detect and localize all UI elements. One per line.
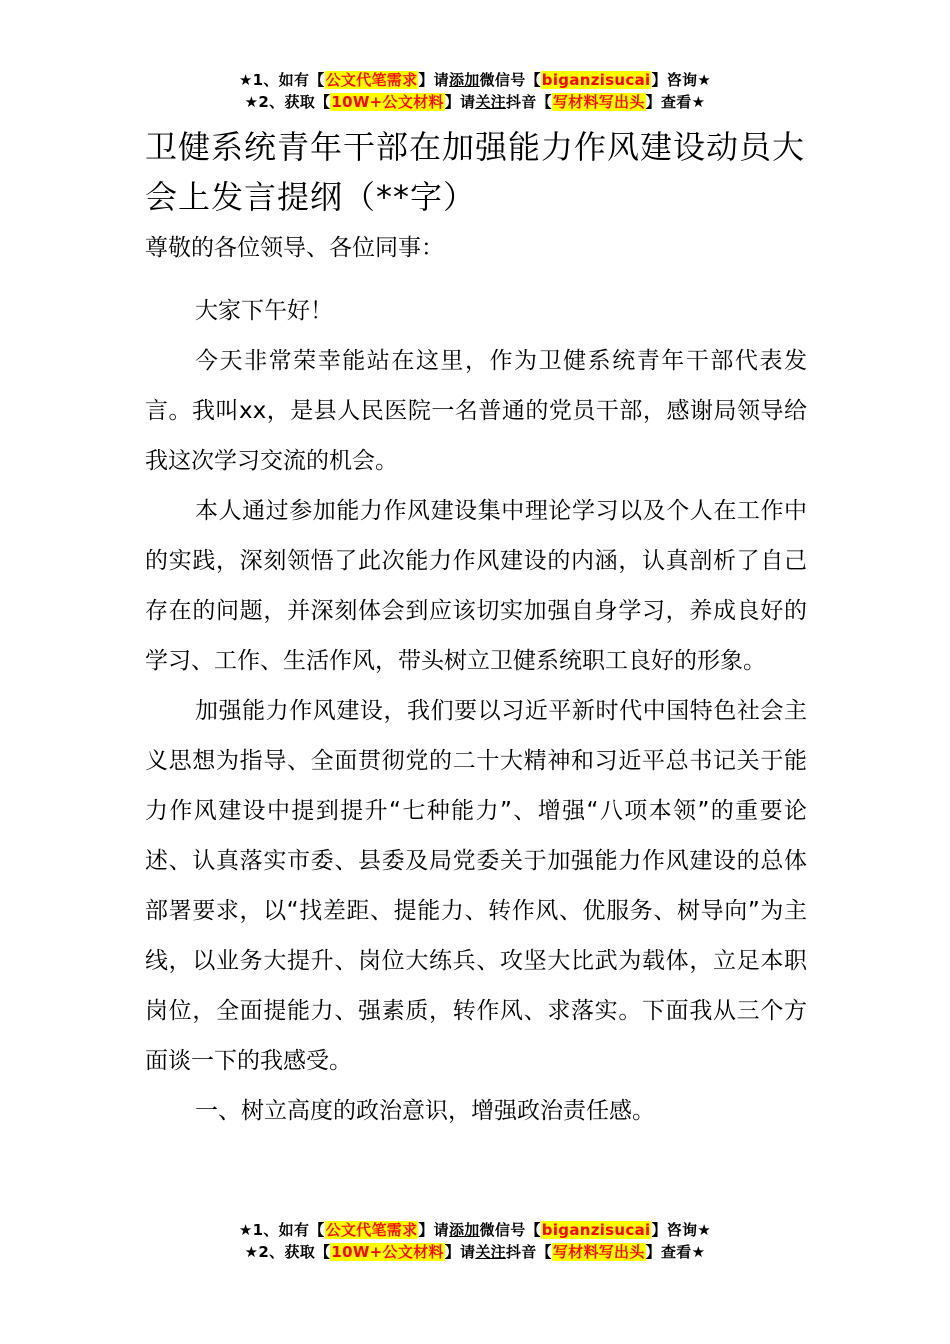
promo-text: 】请	[444, 93, 476, 111]
promo-line-2	[0, 1241, 950, 1263]
promo-text: ★2、获取【	[244, 93, 331, 111]
promo-line-2	[0, 91, 950, 113]
promo-text: 】请	[418, 71, 449, 89]
paragraph-reflection: 本人通过参加能力作风建设集中理论学习以及个人在工作中的实践，深刻领悟了此次能力作风建设的内涵，认真剖析了自己存在的问题，并深刻体会到应该切实加强自身学习，养成良好的学习、工作、生活作风，带头树立卫健系统职工良好的形象。	[145, 498, 807, 674]
paragraph-greeting: 大家下午好！	[195, 298, 333, 324]
promo-text: ★2、获取【	[244, 1243, 331, 1261]
promo-line-1	[0, 69, 950, 91]
promo-underline: 关注	[475, 93, 506, 111]
promo-text: ★1、如有【	[238, 71, 325, 89]
promo-text: 】查看★	[645, 93, 706, 111]
promo-text: 】查看★	[645, 1243, 706, 1261]
promo-banner-top	[0, 69, 950, 113]
promo-text: 微信号【	[479, 1221, 541, 1239]
wechat-id-highlight: biganzisucai	[541, 71, 651, 89]
promo-highlight: 10W+公文材料	[331, 1243, 444, 1261]
promo-text: 抖音【	[505, 1243, 552, 1261]
promo-underline: 关注	[475, 1243, 506, 1261]
promo-text: 微信号【	[479, 71, 541, 89]
promo-underline: 添加	[448, 1221, 480, 1239]
paragraph-guidance: 加强能力作风建设，我们要以习近平新时代中国特色社会主义思想为指导、全面贯彻党的二十大精神和习近平总书记关于能力作风建设中提到提升“七种能力”、增强“八项本领”的重要论述、认真落实市委、县委及局党委关于加强能力作风建设的总体部署要求，以“找差距、提能力、转作风、优服务、树导向”为主线，以业务大提升、岗位大练兵、攻坚大比武为载体，立足本职岗位，全面提能力、强素质，转作风、求落实。下面我从三个方面谈一下的我感受。	[145, 698, 807, 1074]
salutation: 尊敬的各位领导、各位同事：	[145, 235, 444, 261]
wechat-id-highlight: biganzisucai	[541, 1221, 651, 1239]
paragraph-intro: 今天非常荣幸能站在这里，作为卫健系统青年干部代表发言。我叫xx，是县人民医院一名普通的党员干部，感谢局领导给我这次学习交流的机会。	[145, 348, 807, 474]
promo-text: 】请	[418, 1221, 449, 1239]
promo-text: 】咨询★	[651, 1221, 712, 1239]
promo-highlight: 公文代笔需求	[325, 1221, 418, 1239]
promo-highlight: 公文代笔需求	[325, 71, 418, 89]
section-heading-1: 一、树立高度的政治意识，增强政治责任感。	[195, 1098, 655, 1124]
promo-banner-bottom	[0, 1219, 950, 1263]
promo-text: 】请	[444, 1243, 476, 1261]
douyin-id-highlight: 写材料写出头	[552, 93, 645, 111]
document-body	[145, 122, 807, 1136]
promo-text: 抖音【	[505, 93, 552, 111]
promo-text: 】咨询★	[651, 71, 712, 89]
promo-line-1	[0, 1219, 950, 1241]
promo-underline: 添加	[448, 71, 480, 89]
douyin-id-highlight: 写材料写出头	[552, 1243, 645, 1261]
document-title: 卫健系统青年干部在加强能力作风建设动员大会上发言提纲（**字）	[145, 128, 806, 216]
promo-text: ★1、如有【	[238, 1221, 325, 1239]
promo-highlight: 10W+公文材料	[331, 93, 444, 111]
